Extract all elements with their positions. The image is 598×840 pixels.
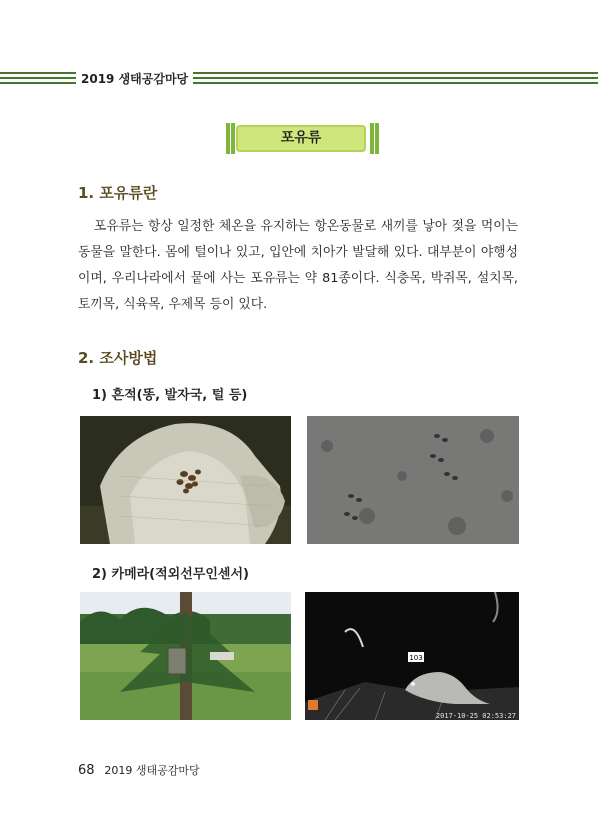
footer-title: 2019 생태공감마당 bbox=[104, 764, 200, 777]
heading-survey-method: 2. 조사방법 bbox=[78, 349, 158, 367]
heading-mammals-definition: 1. 포유류란 bbox=[78, 184, 158, 202]
photo-camera-on-tree bbox=[80, 592, 291, 720]
badge-decoration bbox=[231, 123, 235, 154]
page-number: 68 bbox=[78, 763, 95, 778]
camera-timestamp: 2017-10-25 02:53:27 bbox=[435, 712, 516, 720]
photo-footprints bbox=[307, 416, 519, 544]
photo-droppings-on-glove bbox=[80, 416, 291, 544]
badge-decoration bbox=[370, 123, 374, 154]
badge-decoration bbox=[375, 123, 379, 154]
body-paragraph: 포유류는 항상 일정한 체온을 유지하는 항온동물로 새끼를 낳아 젖을 먹이는 동물을 말한다. 몸에 털이나 있고, 입안에 치아가 발달해 있다. 대부분이 야행성이며, 우리나라에서 뭍에 사는 포유류는 약 81종이다. 식충목, 박쥐목, 설치목, 토끼목, 식육목, 우제목 등이 있다. bbox=[78, 219, 518, 312]
section-title: 포유류 bbox=[236, 125, 366, 152]
page-header bbox=[0, 70, 598, 90]
subheading-traces: 1) 흔적(똥, 발자국, 털 등) bbox=[92, 388, 248, 403]
subheading-camera: 2) 카메라(적외선무인센서) bbox=[92, 567, 249, 582]
badge-decoration bbox=[226, 123, 230, 154]
header-title: 2019 생태공감마당 bbox=[76, 70, 193, 88]
photo-infrared-capture bbox=[305, 592, 519, 720]
camera-id-label: 103 bbox=[409, 654, 423, 662]
page-footer bbox=[78, 762, 200, 778]
